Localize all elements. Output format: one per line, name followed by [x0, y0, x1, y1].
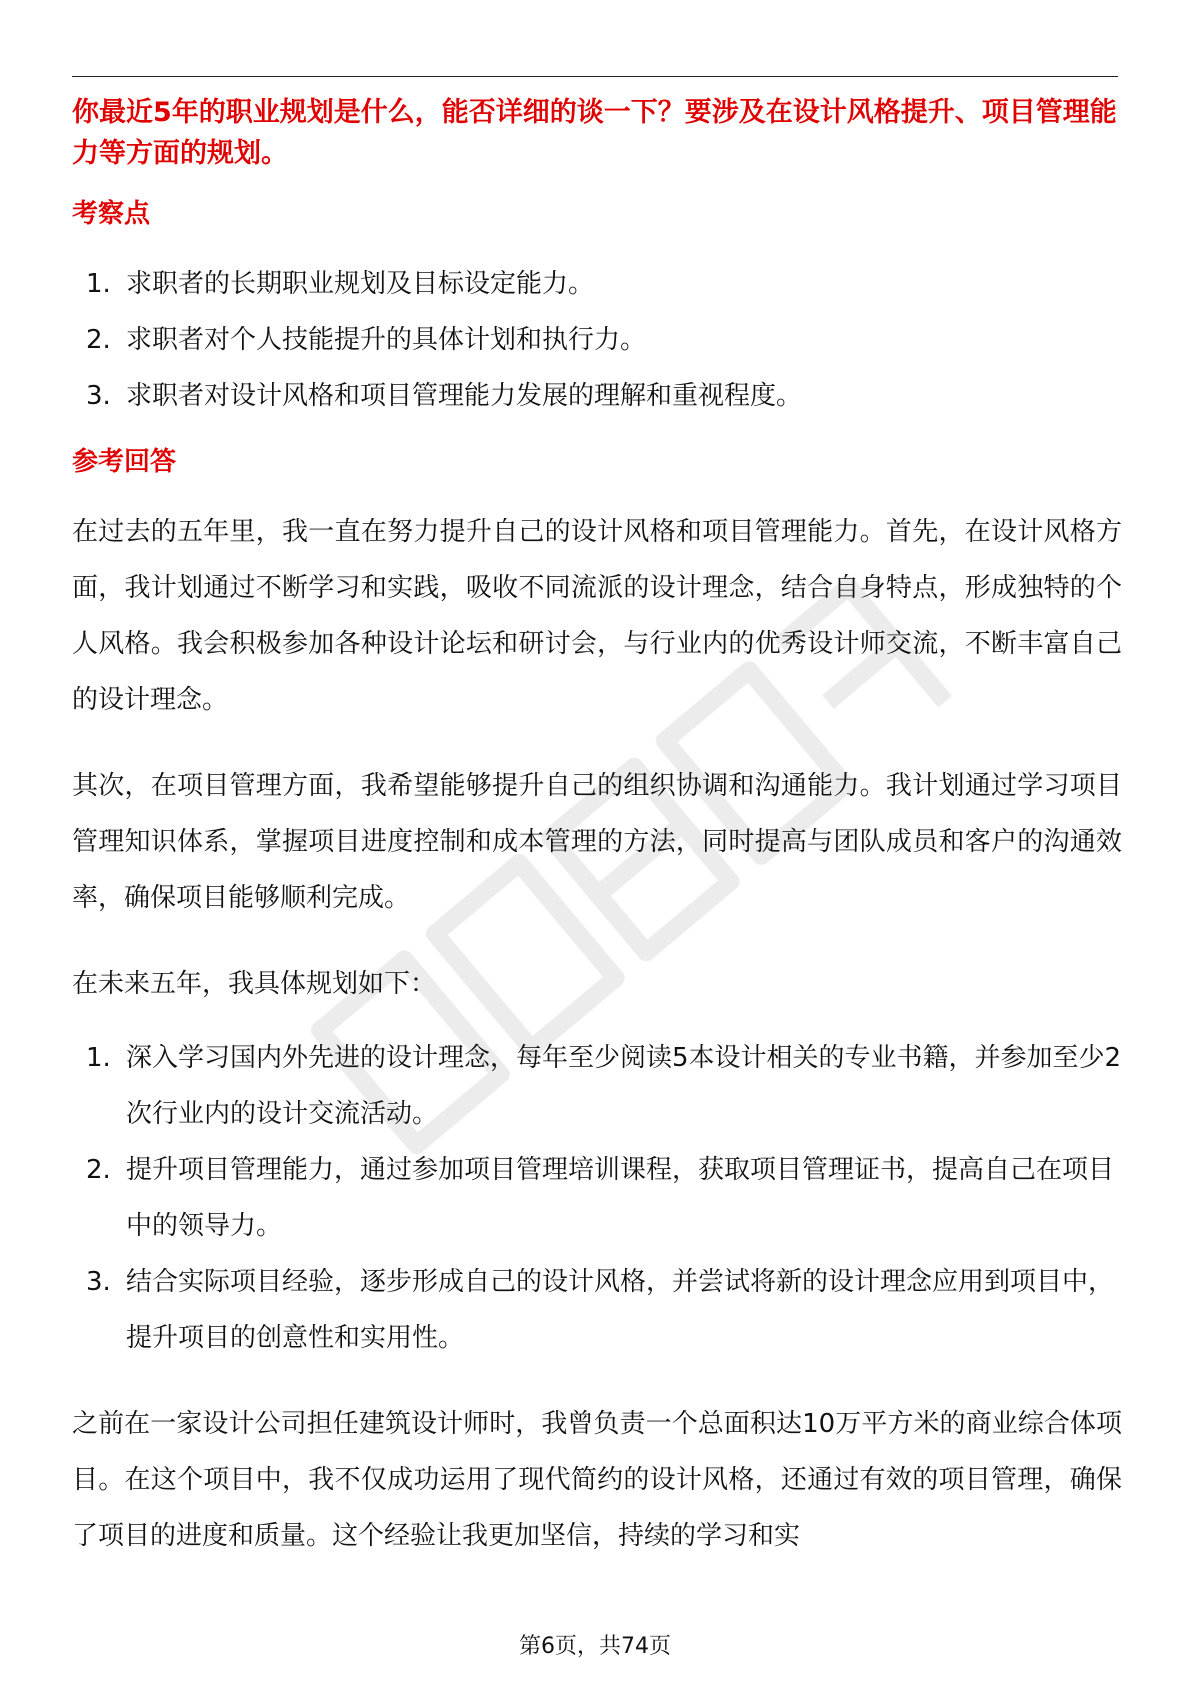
answer-paragraph-2: 其次，在项目管理方面，我希望能够提升自己的组织协调和沟通能力。我计划通过学习项目管理知识体系，掌握项目进度控制和成本管理的方法，同时提高与团队成员和客户的沟通效率，确保项目能够顺利完成。 [72, 771, 1122, 913]
answer-paragraph-3: 之前在一家设计公司担任建筑设计师时，我曾负责一个总面积达10万平方米的商业综合体项目。在这个项目中，我不仅成功运用了现代简约的设计风格，还通过有效的项目管理，确保了项目的进度和质量。这个经验让我更加坚信，持续的学习和实 [72, 1409, 1122, 1551]
list-item-number: 2. [86, 1155, 111, 1185]
list-item [72, 1142, 1122, 1254]
list-item-text: 求职者对设计风格和项目管理能力发展的理解和重视程度。 [126, 381, 803, 411]
list-item-number: 3. [86, 381, 111, 411]
list-item-text: 求职者对个人技能提升的具体计划和执行力。 [126, 325, 647, 355]
page-number: 第6页，共74页 [519, 1634, 671, 1659]
list-item [72, 256, 1122, 312]
question-title: 你最近5年的职业规划是什么，能否详细的谈一下？要涉及在设计风格提升、项目管理能力等方面的规划。 [72, 97, 1117, 169]
exam-points-heading: 考察点 [72, 199, 151, 229]
list-item [72, 1030, 1122, 1142]
list-item [72, 312, 1122, 368]
reference-answer-heading: 参考回答 [72, 447, 177, 477]
list-item-text: 结合实际项目经验，逐步形成自己的设计风格，并尝试将新的设计理念应用到项目中，提升项目的创意性和实用性。 [126, 1267, 1115, 1353]
list-item-number: 1. [86, 269, 111, 299]
answer-paragraph-1: 在过去的五年里，我一直在努力提升自己的设计风格和项目管理能力。首先，在设计风格方面，我计划通过不断学习和实践，吸收不同流派的设计理念，结合自身特点，形成独特的个人风格。我会积极参加各种设计论坛和研讨会，与行业内的优秀设计师交流，不断丰富自己的设计理念。 [72, 517, 1122, 715]
page-content [72, 92, 1122, 1564]
list-item [72, 1254, 1122, 1366]
list-item-text: 深入学习国内外先进的设计理念，每年至少阅读5本设计相关的专业书籍，并参加至少2次行业内的设计交流活动。 [126, 1043, 1122, 1129]
list-item-number: 2. [86, 325, 111, 355]
list-item [72, 368, 1122, 424]
plan-intro: 在未来五年，我具体规划如下： [72, 969, 437, 999]
list-item-text: 提升项目管理能力，通过参加项目管理培训课程，获取项目管理证书，提高自己在项目中的领导力。 [126, 1155, 1115, 1241]
top-rule [72, 76, 1118, 77]
list-item-number: 1. [86, 1043, 111, 1073]
plan-list [72, 1030, 1122, 1366]
list-item-text: 求职者的长期职业规划及目标设定能力。 [126, 269, 595, 299]
list-item-number: 3. [86, 1267, 111, 1297]
exam-points-list [72, 256, 1122, 424]
